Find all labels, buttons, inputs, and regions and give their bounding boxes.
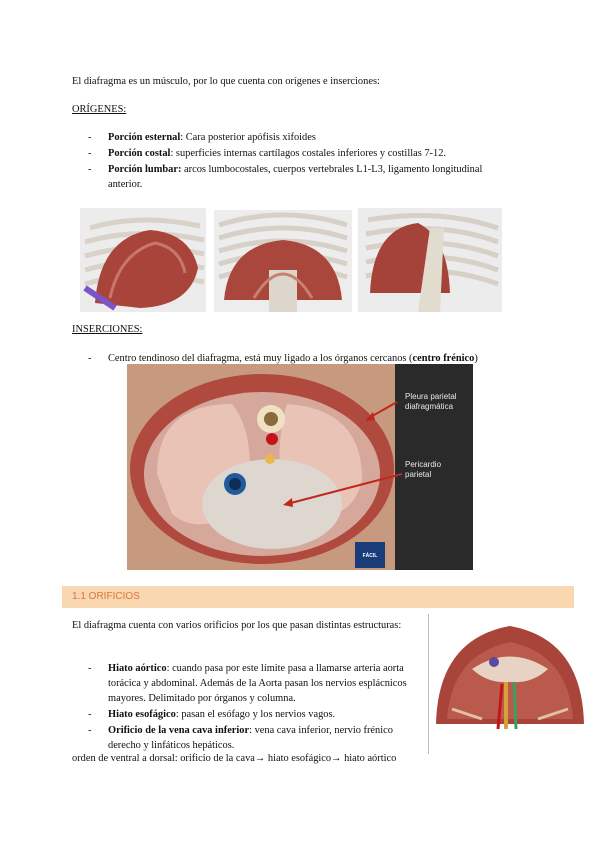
label-pericardio: Pericardio parietal xyxy=(405,460,442,479)
diaphragm-inferior-view-image xyxy=(432,614,588,732)
list-item: - Hiato aórtico: cuando pasa por este límite pasa a llamarse arteria aorta torácica y abdominal. Además de la Aorta pasan los nervios esplácnicos mayores. Delimitado por órganos y columna. xyxy=(88,661,410,706)
label-pleura: Pleura parietal diafragmática xyxy=(405,392,457,411)
orificios-list xyxy=(88,661,410,754)
section-title: 1.1 ORIFICIOS xyxy=(72,591,140,602)
list-item: - Orificio de la vena cava inferior: vena cava inferior, nervio frénico derecho y linfáticos hepáticos. xyxy=(88,723,410,753)
list-item: - Porción lumbar: arcos lumbocostales, cuerpos vertebrales L1-L3, ligamento longitudinal anterior. xyxy=(88,162,518,192)
diaphragm-image-1 xyxy=(80,208,206,312)
list-item: - Porción esternal: Cara posterior apófisis xifoides xyxy=(88,130,518,145)
diaphragm-image-3 xyxy=(358,208,502,312)
inserciones-heading: INSERCIONES: xyxy=(72,324,143,335)
list-item: - Hiato esofágico: pasan el esófago y los nervios vagos. xyxy=(88,707,410,722)
intro-text: El diafragma es un músculo, por lo que cuenta con orígenes e inserciones: xyxy=(72,76,380,87)
origenes-heading: ORÍGENES: xyxy=(72,104,127,115)
diaphragm-image-2 xyxy=(214,210,352,312)
list-item: - Porción costal: superficies internas cartílagos costales inferiores y costillas 7-12. xyxy=(88,146,518,161)
origenes-list xyxy=(88,130,518,193)
list-item: - Centro tendinoso del diafragma, está muy ligado a los órganos cercanos (centro frénico) xyxy=(88,351,528,366)
diaphragm-cross-section-image xyxy=(127,364,473,570)
logo: FÁCIL xyxy=(362,553,378,559)
divider xyxy=(428,614,429,754)
orificios-intro: El diafragma cuenta con varios orificios por los que pasan distintas estructuras: xyxy=(72,620,402,631)
orificios-order: orden de ventral a dorsal: orificio de la cava→ hiato esofágico→ hiato aórtico xyxy=(72,753,397,764)
section-header-orificios xyxy=(62,586,574,608)
